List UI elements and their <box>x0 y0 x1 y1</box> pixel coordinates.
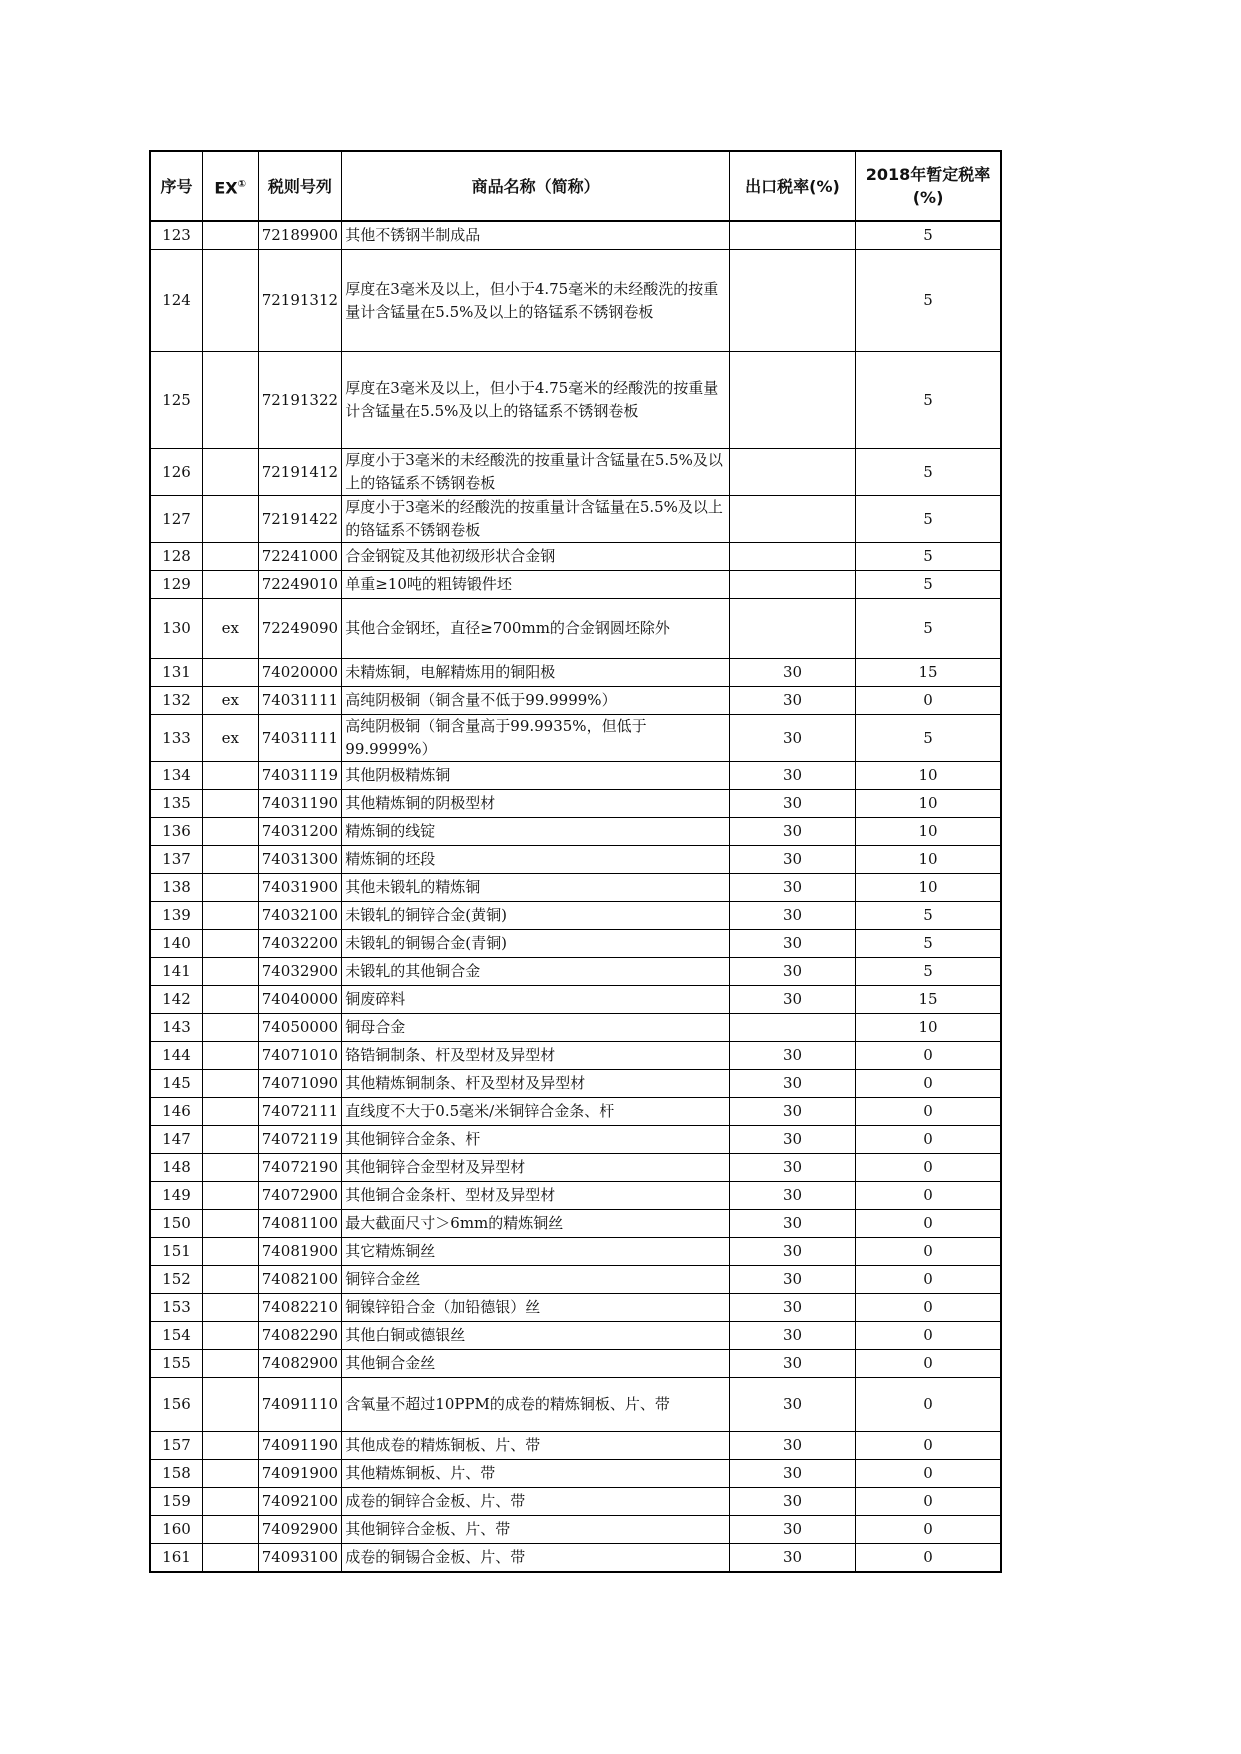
cell-seq: 133 <box>150 715 202 762</box>
table-row <box>150 352 1001 449</box>
cell-export-rate: 30 <box>729 874 855 902</box>
table-row <box>150 1154 1001 1182</box>
cell-name: 成卷的铜锡合金板、片、带 <box>342 1544 730 1573</box>
cell-export-rate: 30 <box>729 1322 855 1350</box>
cell-ex <box>202 986 258 1014</box>
table-row <box>150 846 1001 874</box>
cell-ex <box>202 1154 258 1182</box>
cell-provisional-rate: 0 <box>856 1266 1001 1294</box>
cell-name: 厚度在3毫米及以上，但小于4.75毫米的未经酸洗的按重量计含锰量在5.5%及以上的铬锰系不锈钢卷板 <box>342 250 730 352</box>
cell-ex <box>202 1266 258 1294</box>
cell-name: 未锻轧的其他铜合金 <box>342 958 730 986</box>
cell-seq: 126 <box>150 449 202 496</box>
cell-export-rate: 30 <box>729 1266 855 1294</box>
cell-name: 铬锆铜制条、杆及型材及异型材 <box>342 1042 730 1070</box>
cell-seq: 131 <box>150 659 202 687</box>
cell-provisional-rate: 10 <box>856 874 1001 902</box>
cell-seq: 135 <box>150 790 202 818</box>
table-row <box>150 1182 1001 1210</box>
cell-name: 厚度小于3毫米的经酸洗的按重量计含锰量在5.5%及以上的铬锰系不锈钢卷板 <box>342 496 730 543</box>
cell-export-rate: 30 <box>729 1378 855 1432</box>
table-row <box>150 687 1001 715</box>
cell-code: 74031190 <box>258 790 342 818</box>
cell-code: 74092900 <box>258 1516 342 1544</box>
cell-name: 精炼铜的线锭 <box>342 818 730 846</box>
cell-name: 其他合金钢坯，直径≥700mm的合金钢圆坯除外 <box>342 599 730 659</box>
cell-name: 高纯阴极铜（铜含量高于99.9935%，但低于99.9999%） <box>342 715 730 762</box>
cell-ex <box>202 352 258 449</box>
cell-name: 厚度在3毫米及以上，但小于4.75毫米的经酸洗的按重量计含锰量在5.5%及以上的铬锰系不锈钢卷板 <box>342 352 730 449</box>
cell-seq: 123 <box>150 221 202 250</box>
cell-code: 74031900 <box>258 874 342 902</box>
cell-name: 未锻轧的铜锡合金(青铜) <box>342 930 730 958</box>
cell-seq: 154 <box>150 1322 202 1350</box>
cell-provisional-rate: 0 <box>856 1126 1001 1154</box>
footnote-marker: ① <box>237 178 247 190</box>
cell-export-rate: 30 <box>729 1432 855 1460</box>
tariff-table <box>149 150 1002 1573</box>
cell-provisional-rate: 5 <box>856 571 1001 599</box>
cell-name: 高纯阴极铜（铜含量不低于99.9999%） <box>342 687 730 715</box>
cell-export-rate: 30 <box>729 1098 855 1126</box>
cell-ex <box>202 1014 258 1042</box>
cell-export-rate <box>729 1014 855 1042</box>
cell-name: 未锻轧的铜锌合金(黄铜) <box>342 902 730 930</box>
cell-name: 精炼铜的坯段 <box>342 846 730 874</box>
table-row <box>150 790 1001 818</box>
cell-ex <box>202 1070 258 1098</box>
cell-code: 74071090 <box>258 1070 342 1098</box>
table-row <box>150 874 1001 902</box>
cell-code: 74093100 <box>258 1544 342 1573</box>
cell-seq: 136 <box>150 818 202 846</box>
cell-provisional-rate: 0 <box>856 1070 1001 1098</box>
table-row <box>150 1432 1001 1460</box>
table-row <box>150 1350 1001 1378</box>
cell-export-rate: 30 <box>729 930 855 958</box>
table-row <box>150 250 1001 352</box>
cell-ex <box>202 1460 258 1488</box>
cell-code: 72191422 <box>258 496 342 543</box>
cell-seq: 161 <box>150 1544 202 1573</box>
cell-name: 厚度小于3毫米的未经酸洗的按重量计含锰量在5.5%及以上的铬锰系不锈钢卷板 <box>342 449 730 496</box>
cell-provisional-rate: 5 <box>856 599 1001 659</box>
cell-provisional-rate: 10 <box>856 790 1001 818</box>
cell-ex <box>202 571 258 599</box>
table-row <box>150 818 1001 846</box>
cell-provisional-rate: 0 <box>856 1294 1001 1322</box>
cell-export-rate: 30 <box>729 762 855 790</box>
cell-ex <box>202 1544 258 1573</box>
cell-export-rate: 30 <box>729 1460 855 1488</box>
cell-name: 合金钢锭及其他初级形状合金钢 <box>342 543 730 571</box>
cell-ex <box>202 902 258 930</box>
cell-export-rate: 30 <box>729 687 855 715</box>
cell-name: 含氧量不超过10PPM的成卷的精炼铜板、片、带 <box>342 1378 730 1432</box>
cell-export-rate: 30 <box>729 818 855 846</box>
cell-code: 74032900 <box>258 958 342 986</box>
cell-export-rate <box>729 221 855 250</box>
cell-seq: 159 <box>150 1488 202 1516</box>
cell-code: 74072190 <box>258 1154 342 1182</box>
cell-code: 72249010 <box>258 571 342 599</box>
cell-seq: 141 <box>150 958 202 986</box>
cell-name: 其它精炼铜丝 <box>342 1238 730 1266</box>
table-row <box>150 571 1001 599</box>
cell-export-rate: 30 <box>729 1126 855 1154</box>
cell-seq: 132 <box>150 687 202 715</box>
cell-export-rate: 30 <box>729 1516 855 1544</box>
cell-ex <box>202 1042 258 1070</box>
cell-provisional-rate: 5 <box>856 715 1001 762</box>
cell-seq: 129 <box>150 571 202 599</box>
cell-export-rate: 30 <box>729 1210 855 1238</box>
cell-ex: ex <box>202 715 258 762</box>
cell-name: 其他铜合金条杆、型材及异型材 <box>342 1182 730 1210</box>
table-row <box>150 1294 1001 1322</box>
cell-seq: 146 <box>150 1098 202 1126</box>
cell-ex <box>202 958 258 986</box>
cell-name: 其他白铜或德银丝 <box>342 1322 730 1350</box>
cell-ex <box>202 1182 258 1210</box>
cell-name: 其他不锈钢半制成品 <box>342 221 730 250</box>
cell-provisional-rate: 10 <box>856 818 1001 846</box>
cell-name: 最大截面尺寸＞6mm的精炼铜丝 <box>342 1210 730 1238</box>
cell-code: 74081900 <box>258 1238 342 1266</box>
cell-ex: ex <box>202 687 258 715</box>
cell-code: 74082290 <box>258 1322 342 1350</box>
header-export-rate: 出口税率(%) <box>729 151 855 221</box>
cell-seq: 138 <box>150 874 202 902</box>
cell-export-rate: 30 <box>729 1042 855 1070</box>
cell-export-rate: 30 <box>729 1154 855 1182</box>
cell-export-rate <box>729 449 855 496</box>
table-row <box>150 543 1001 571</box>
cell-code: 74031200 <box>258 818 342 846</box>
cell-seq: 148 <box>150 1154 202 1182</box>
cell-seq: 152 <box>150 1266 202 1294</box>
header-ex <box>202 151 258 221</box>
cell-ex <box>202 1516 258 1544</box>
table-row <box>150 762 1001 790</box>
table-row <box>150 599 1001 659</box>
cell-provisional-rate: 5 <box>856 352 1001 449</box>
cell-code: 72191312 <box>258 250 342 352</box>
cell-code: 74081100 <box>258 1210 342 1238</box>
cell-provisional-rate: 5 <box>856 930 1001 958</box>
cell-export-rate <box>729 352 855 449</box>
cell-code: 74072900 <box>258 1182 342 1210</box>
cell-seq: 147 <box>150 1126 202 1154</box>
cell-code: 74031300 <box>258 846 342 874</box>
cell-code: 74031111 <box>258 715 342 762</box>
cell-ex <box>202 221 258 250</box>
cell-name: 未精炼铜，电解精炼用的铜阳极 <box>342 659 730 687</box>
cell-seq: 155 <box>150 1350 202 1378</box>
cell-export-rate: 30 <box>729 846 855 874</box>
table-row <box>150 930 1001 958</box>
cell-seq: 157 <box>150 1432 202 1460</box>
cell-name: 铜镍锌铅合金（加铅德银）丝 <box>342 1294 730 1322</box>
cell-provisional-rate: 5 <box>856 250 1001 352</box>
cell-provisional-rate: 5 <box>856 958 1001 986</box>
cell-code: 74071010 <box>258 1042 342 1070</box>
cell-export-rate: 30 <box>729 1350 855 1378</box>
table-row <box>150 1460 1001 1488</box>
cell-seq: 127 <box>150 496 202 543</box>
cell-export-rate: 30 <box>729 1488 855 1516</box>
cell-ex <box>202 543 258 571</box>
cell-code: 74031111 <box>258 687 342 715</box>
cell-seq: 151 <box>150 1238 202 1266</box>
cell-ex <box>202 1098 258 1126</box>
cell-name: 直线度不大于0.5毫米/米铜锌合金条、杆 <box>342 1098 730 1126</box>
cell-provisional-rate: 0 <box>856 1098 1001 1126</box>
cell-provisional-rate: 15 <box>856 986 1001 1014</box>
cell-code: 72189900 <box>258 221 342 250</box>
cell-code: 74082210 <box>258 1294 342 1322</box>
cell-ex <box>202 659 258 687</box>
cell-ex <box>202 1378 258 1432</box>
cell-code: 74031119 <box>258 762 342 790</box>
table-row <box>150 1070 1001 1098</box>
cell-code: 74082900 <box>258 1350 342 1378</box>
cell-seq: 156 <box>150 1378 202 1432</box>
cell-code: 74032100 <box>258 902 342 930</box>
table-row <box>150 958 1001 986</box>
cell-code: 74072119 <box>258 1126 342 1154</box>
cell-seq: 158 <box>150 1460 202 1488</box>
cell-export-rate: 30 <box>729 1182 855 1210</box>
cell-ex <box>202 1322 258 1350</box>
cell-export-rate: 30 <box>729 1544 855 1573</box>
cell-seq: 130 <box>150 599 202 659</box>
cell-ex <box>202 1432 258 1460</box>
cell-ex <box>202 1210 258 1238</box>
cell-provisional-rate: 0 <box>856 1488 1001 1516</box>
cell-provisional-rate: 5 <box>856 902 1001 930</box>
cell-export-rate: 30 <box>729 715 855 762</box>
header-seq: 序号 <box>150 151 202 221</box>
cell-export-rate: 30 <box>729 1294 855 1322</box>
cell-export-rate: 30 <box>729 1238 855 1266</box>
cell-seq: 150 <box>150 1210 202 1238</box>
cell-provisional-rate: 5 <box>856 543 1001 571</box>
table-row <box>150 659 1001 687</box>
cell-code: 74091190 <box>258 1432 342 1460</box>
table-row <box>150 1516 1001 1544</box>
cell-export-rate <box>729 543 855 571</box>
cell-code: 74072111 <box>258 1098 342 1126</box>
cell-name: 其他精炼铜的阴极型材 <box>342 790 730 818</box>
cell-provisional-rate: 0 <box>856 1210 1001 1238</box>
cell-provisional-rate: 10 <box>856 1014 1001 1042</box>
cell-name: 其他铜合金丝 <box>342 1350 730 1378</box>
cell-ex <box>202 496 258 543</box>
cell-name: 铜废碎料 <box>342 986 730 1014</box>
cell-ex <box>202 930 258 958</box>
cell-code: 74092100 <box>258 1488 342 1516</box>
table-row <box>150 1322 1001 1350</box>
cell-name: 其他铜锌合金条、杆 <box>342 1126 730 1154</box>
cell-code: 72191412 <box>258 449 342 496</box>
cell-seq: 128 <box>150 543 202 571</box>
cell-seq: 149 <box>150 1182 202 1210</box>
cell-provisional-rate: 0 <box>856 1238 1001 1266</box>
cell-ex <box>202 846 258 874</box>
cell-seq: 134 <box>150 762 202 790</box>
table-row <box>150 449 1001 496</box>
cell-code: 72249090 <box>258 599 342 659</box>
cell-code: 74020000 <box>258 659 342 687</box>
cell-provisional-rate: 10 <box>856 846 1001 874</box>
cell-ex <box>202 762 258 790</box>
cell-code: 74082100 <box>258 1266 342 1294</box>
cell-provisional-rate: 0 <box>856 1432 1001 1460</box>
cell-seq: 137 <box>150 846 202 874</box>
cell-ex: ex <box>202 599 258 659</box>
cell-name: 其他精炼铜制条、杆及型材及异型材 <box>342 1070 730 1098</box>
cell-provisional-rate: 5 <box>856 496 1001 543</box>
cell-seq: 140 <box>150 930 202 958</box>
cell-provisional-rate: 10 <box>856 762 1001 790</box>
cell-export-rate: 30 <box>729 902 855 930</box>
cell-name: 其他阴极精炼铜 <box>342 762 730 790</box>
cell-provisional-rate: 0 <box>856 1544 1001 1573</box>
cell-code: 74091110 <box>258 1378 342 1432</box>
cell-provisional-rate: 5 <box>856 221 1001 250</box>
cell-export-rate: 30 <box>729 986 855 1014</box>
cell-provisional-rate: 0 <box>856 1182 1001 1210</box>
cell-name: 其他成卷的精炼铜板、片、带 <box>342 1432 730 1460</box>
cell-seq: 139 <box>150 902 202 930</box>
table-row <box>150 902 1001 930</box>
table-row <box>150 1266 1001 1294</box>
cell-seq: 153 <box>150 1294 202 1322</box>
cell-name: 其他铜锌合金型材及异型材 <box>342 1154 730 1182</box>
cell-seq: 124 <box>150 250 202 352</box>
cell-seq: 160 <box>150 1516 202 1544</box>
table-header-row <box>150 151 1001 221</box>
cell-ex <box>202 1488 258 1516</box>
table-row <box>150 1042 1001 1070</box>
header-provisional-rate: 2018年暂定税率(%) <box>856 151 1001 221</box>
cell-name: 其他未锻轧的精炼铜 <box>342 874 730 902</box>
header-name: 商品名称（简称） <box>342 151 730 221</box>
cell-ex <box>202 250 258 352</box>
table-row <box>150 1238 1001 1266</box>
header-ex-label: EX <box>214 178 238 198</box>
table-row <box>150 986 1001 1014</box>
cell-ex <box>202 1350 258 1378</box>
cell-code: 72191322 <box>258 352 342 449</box>
cell-seq: 145 <box>150 1070 202 1098</box>
cell-ex <box>202 1238 258 1266</box>
cell-export-rate <box>729 496 855 543</box>
cell-seq: 144 <box>150 1042 202 1070</box>
table-row <box>150 221 1001 250</box>
table-row <box>150 1210 1001 1238</box>
cell-export-rate <box>729 599 855 659</box>
cell-provisional-rate: 0 <box>856 1154 1001 1182</box>
table-row <box>150 1098 1001 1126</box>
cell-ex <box>202 449 258 496</box>
cell-name: 铜锌合金丝 <box>342 1266 730 1294</box>
cell-ex <box>202 818 258 846</box>
cell-code: 74050000 <box>258 1014 342 1042</box>
cell-code: 74032200 <box>258 930 342 958</box>
cell-export-rate <box>729 250 855 352</box>
cell-export-rate <box>729 571 855 599</box>
cell-seq: 142 <box>150 986 202 1014</box>
table-body <box>150 221 1001 1572</box>
cell-ex <box>202 1126 258 1154</box>
cell-name: 铜母合金 <box>342 1014 730 1042</box>
cell-name: 单重≥10吨的粗铸锻件坯 <box>342 571 730 599</box>
table-row <box>150 1014 1001 1042</box>
cell-seq: 143 <box>150 1014 202 1042</box>
cell-name: 成卷的铜锌合金板、片、带 <box>342 1488 730 1516</box>
cell-export-rate: 30 <box>729 1070 855 1098</box>
cell-provisional-rate: 0 <box>856 687 1001 715</box>
cell-provisional-rate: 15 <box>856 659 1001 687</box>
cell-code: 72241000 <box>258 543 342 571</box>
cell-seq: 125 <box>150 352 202 449</box>
table-row <box>150 496 1001 543</box>
cell-name: 其他铜锌合金板、片、带 <box>342 1516 730 1544</box>
cell-ex <box>202 790 258 818</box>
cell-export-rate: 30 <box>729 958 855 986</box>
table-row <box>150 1126 1001 1154</box>
table-row <box>150 1488 1001 1516</box>
cell-code: 74091900 <box>258 1460 342 1488</box>
cell-code: 74040000 <box>258 986 342 1014</box>
cell-name: 其他精炼铜板、片、带 <box>342 1460 730 1488</box>
cell-export-rate: 30 <box>729 790 855 818</box>
cell-ex <box>202 1294 258 1322</box>
cell-provisional-rate: 0 <box>856 1460 1001 1488</box>
table-row <box>150 1544 1001 1573</box>
table-row <box>150 1378 1001 1432</box>
cell-export-rate: 30 <box>729 659 855 687</box>
cell-provisional-rate: 0 <box>856 1378 1001 1432</box>
header-code: 税则号列 <box>258 151 342 221</box>
cell-ex <box>202 874 258 902</box>
cell-provisional-rate: 0 <box>856 1516 1001 1544</box>
cell-provisional-rate: 5 <box>856 449 1001 496</box>
cell-provisional-rate: 0 <box>856 1350 1001 1378</box>
cell-provisional-rate: 0 <box>856 1042 1001 1070</box>
cell-provisional-rate: 0 <box>856 1322 1001 1350</box>
table-row <box>150 715 1001 762</box>
